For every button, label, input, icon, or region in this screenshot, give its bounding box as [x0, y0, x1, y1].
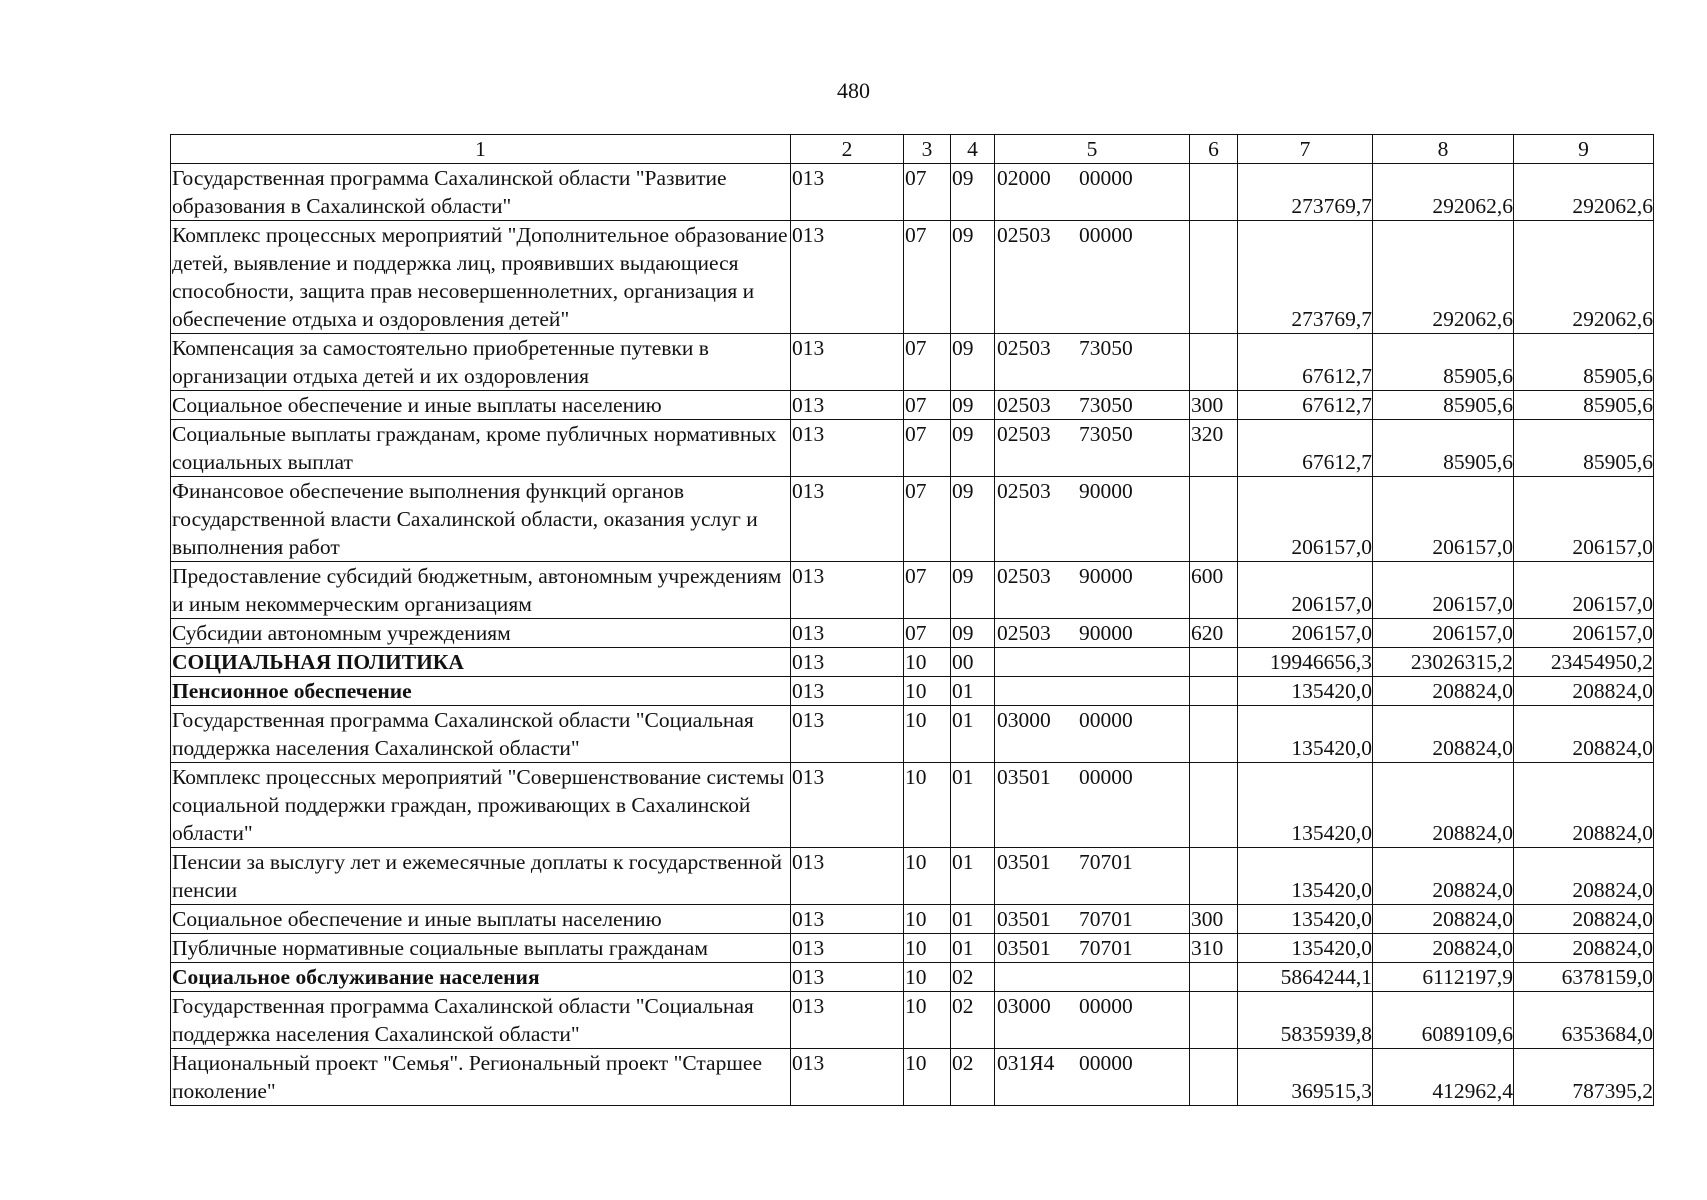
row-target-article: [995, 648, 1190, 677]
row-amount-col8: 85905,6: [1373, 334, 1514, 391]
row-subsection: 01: [951, 677, 995, 706]
row-target-article: [995, 334, 1190, 391]
row-amount-col9: 208824,0: [1514, 706, 1654, 763]
row-target-direction: 70701: [1079, 936, 1133, 960]
row-expense-type: [1190, 648, 1238, 677]
row-target-program: 02503: [997, 223, 1051, 247]
row-section: 10: [904, 1049, 951, 1106]
row-section: 10: [904, 848, 951, 905]
table-row: [171, 334, 1654, 391]
row-subsection: 01: [951, 848, 995, 905]
row-amount-col8: 292062,6: [1373, 164, 1514, 221]
row-name: Социальное обслуживание населения: [171, 963, 791, 992]
row-amount-col9: 23454950,2: [1514, 648, 1654, 677]
table-row: [171, 763, 1654, 848]
row-expense-type: [1190, 1049, 1238, 1106]
row-target-article: [995, 992, 1190, 1049]
header-cell-9: 9: [1514, 135, 1654, 164]
row-expense-type: [1190, 763, 1238, 848]
row-target-program: 03501: [997, 936, 1051, 960]
row-name: Предоставление субсидий бюджетным, автономным учреждениям и иным некоммерческим организациям: [171, 562, 791, 619]
row-target-direction: 00000: [1079, 1051, 1133, 1075]
row-expense-type: 300: [1190, 905, 1238, 934]
row-target-article: [995, 562, 1190, 619]
row-subsection: 09: [951, 164, 995, 221]
row-expense-type: [1190, 334, 1238, 391]
budget-table: [170, 134, 1654, 1106]
header-cell-4: 4: [951, 135, 995, 164]
row-admin-code: 013: [791, 1049, 904, 1106]
row-target-program: 02503: [997, 336, 1051, 360]
row-name: Комплекс процессных мероприятий "Дополнительное образование детей, выявление и поддержка лиц, проявивших выдающиеся способности, защита прав несовершеннолетних, организация и обеспечение отдыха и оздоровления детей": [171, 221, 791, 334]
row-name: Пенсионное обеспечение: [171, 677, 791, 706]
header-cell-8: 8: [1373, 135, 1514, 164]
row-amount-col7: 369515,3: [1238, 1049, 1373, 1106]
row-target-article: [995, 905, 1190, 934]
row-subsection: 02: [951, 1049, 995, 1106]
row-amount-col7: 67612,7: [1238, 391, 1373, 420]
row-admin-code: 013: [791, 619, 904, 648]
row-expense-type: [1190, 963, 1238, 992]
row-target-article: [995, 963, 1190, 992]
row-amount-col7: 19946656,3: [1238, 648, 1373, 677]
row-expense-type: 600: [1190, 562, 1238, 619]
row-subsection: 00: [951, 648, 995, 677]
row-section: 07: [904, 562, 951, 619]
header-cell-6: 6: [1190, 135, 1238, 164]
row-target-direction: 00000: [1079, 994, 1133, 1018]
row-target-article: [995, 848, 1190, 905]
row-amount-col9: 85905,6: [1514, 420, 1654, 477]
row-subsection: 01: [951, 905, 995, 934]
row-amount-col9: 208824,0: [1514, 905, 1654, 934]
header-cell-7: 7: [1238, 135, 1373, 164]
row-amount-col9: 206157,0: [1514, 477, 1654, 562]
row-admin-code: 013: [791, 963, 904, 992]
page-number: 480: [837, 78, 870, 103]
row-admin-code: 013: [791, 391, 904, 420]
row-section: 07: [904, 221, 951, 334]
row-section: 07: [904, 619, 951, 648]
row-admin-code: 013: [791, 848, 904, 905]
row-section: 10: [904, 963, 951, 992]
row-admin-code: 013: [791, 221, 904, 334]
row-expense-type: [1190, 477, 1238, 562]
row-target-direction: 70701: [1079, 850, 1133, 874]
row-section: 10: [904, 677, 951, 706]
row-amount-col8: 6112197,9: [1373, 963, 1514, 992]
row-subsection: 09: [951, 619, 995, 648]
row-amount-col8: 208824,0: [1373, 763, 1514, 848]
row-admin-code: 013: [791, 164, 904, 221]
row-name: Пенсии за выслугу лет и ежемесячные доплаты к государственной пенсии: [171, 848, 791, 905]
row-target-program: 02503: [997, 564, 1051, 588]
row-amount-col8: 85905,6: [1373, 391, 1514, 420]
row-target-program: 02503: [997, 393, 1051, 417]
header-cell-2: 2: [791, 135, 904, 164]
row-amount-col7: 135420,0: [1238, 905, 1373, 934]
table-row: [171, 619, 1654, 648]
row-expense-type: [1190, 706, 1238, 763]
row-amount-col7: 206157,0: [1238, 562, 1373, 619]
row-subsection: 02: [951, 963, 995, 992]
row-admin-code: 013: [791, 905, 904, 934]
row-amount-col8: 206157,0: [1373, 562, 1514, 619]
row-amount-col7: 67612,7: [1238, 420, 1373, 477]
row-amount-col7: 135420,0: [1238, 934, 1373, 963]
row-amount-col7: 273769,7: [1238, 164, 1373, 221]
row-name: Компенсация за самостоятельно приобретенные путевки в организации отдыха детей и их оздоровления: [171, 334, 791, 391]
row-admin-code: 013: [791, 334, 904, 391]
table-row: [171, 221, 1654, 334]
row-amount-col9: 208824,0: [1514, 848, 1654, 905]
row-admin-code: 013: [791, 934, 904, 963]
row-target-article: [995, 391, 1190, 420]
row-subsection: 09: [951, 334, 995, 391]
row-amount-col7: 273769,7: [1238, 221, 1373, 334]
row-target-direction: 00000: [1079, 166, 1133, 190]
row-amount-col8: 23026315,2: [1373, 648, 1514, 677]
row-target-article: [995, 934, 1190, 963]
row-target-program: 02503: [997, 479, 1051, 503]
row-amount-col8: 6089109,6: [1373, 992, 1514, 1049]
row-expense-type: [1190, 848, 1238, 905]
row-admin-code: 013: [791, 562, 904, 619]
row-target-article: [995, 1049, 1190, 1106]
row-section: 07: [904, 391, 951, 420]
row-amount-col8: 208824,0: [1373, 934, 1514, 963]
row-section: 10: [904, 706, 951, 763]
row-target-direction: 00000: [1079, 223, 1133, 247]
table-row: [171, 706, 1654, 763]
row-expense-type: [1190, 992, 1238, 1049]
row-amount-col7: 135420,0: [1238, 677, 1373, 706]
row-target-article: [995, 706, 1190, 763]
row-target-program: 03501: [997, 765, 1051, 789]
row-amount-col9: 6353684,0: [1514, 992, 1654, 1049]
row-amount-col7: 67612,7: [1238, 334, 1373, 391]
table-row: [171, 992, 1654, 1049]
row-target-article: [995, 420, 1190, 477]
row-section: 10: [904, 905, 951, 934]
header-cell-1: 1: [171, 135, 791, 164]
row-amount-col7: 135420,0: [1238, 763, 1373, 848]
row-expense-type: [1190, 221, 1238, 334]
row-amount-col9: 85905,6: [1514, 334, 1654, 391]
row-name: Социальное обеспечение и иные выплаты населению: [171, 391, 791, 420]
row-amount-col9: 208824,0: [1514, 934, 1654, 963]
row-section: 07: [904, 334, 951, 391]
row-amount-col8: 208824,0: [1373, 905, 1514, 934]
row-name: Комплекс процессных мероприятий "Совершенствование системы социальной поддержки граждан, проживающих в Сахалинской области": [171, 763, 791, 848]
row-target-direction: 73050: [1079, 393, 1133, 417]
row-admin-code: 013: [791, 420, 904, 477]
row-target-article: [995, 221, 1190, 334]
row-target-program: 03501: [997, 907, 1051, 931]
header-cell-5: 5: [995, 135, 1190, 164]
row-amount-col7: 135420,0: [1238, 706, 1373, 763]
row-admin-code: 013: [791, 648, 904, 677]
row-amount-col7: 206157,0: [1238, 619, 1373, 648]
row-section: 10: [904, 992, 951, 1049]
row-subsection: 01: [951, 934, 995, 963]
row-name: Государственная программа Сахалинской области "Социальная поддержка населения Сахалинской области": [171, 706, 791, 763]
table-body: [171, 135, 1654, 1106]
row-amount-col9: 292062,6: [1514, 164, 1654, 221]
table-row: [171, 420, 1654, 477]
row-amount-col9: 208824,0: [1514, 677, 1654, 706]
row-subsection: 01: [951, 763, 995, 848]
row-expense-type: [1190, 677, 1238, 706]
row-subsection: 09: [951, 477, 995, 562]
row-amount-col8: 208824,0: [1373, 706, 1514, 763]
row-amount-col8: 206157,0: [1373, 619, 1514, 648]
row-section: 07: [904, 420, 951, 477]
row-amount-col9: 208824,0: [1514, 763, 1654, 848]
header-cell-3: 3: [904, 135, 951, 164]
table-row: [171, 963, 1654, 992]
row-amount-col8: 412962,4: [1373, 1049, 1514, 1106]
row-name: Государственная программа Сахалинской области "Социальная поддержка населения Сахалинской области": [171, 992, 791, 1049]
row-amount-col7: 206157,0: [1238, 477, 1373, 562]
row-target-article: [995, 619, 1190, 648]
row-target-program: 02000: [997, 166, 1051, 190]
row-expense-type: 300: [1190, 391, 1238, 420]
row-section: 07: [904, 164, 951, 221]
table-row: [171, 934, 1654, 963]
row-admin-code: 013: [791, 992, 904, 1049]
row-target-article: [995, 763, 1190, 848]
row-subsection: 09: [951, 391, 995, 420]
row-subsection: 09: [951, 420, 995, 477]
row-target-program: 03000: [997, 708, 1051, 732]
row-name: Социальные выплаты гражданам, кроме публичных нормативных социальных выплат: [171, 420, 791, 477]
row-target-program: 03501: [997, 850, 1051, 874]
row-section: 10: [904, 934, 951, 963]
row-name: Публичные нормативные социальные выплаты гражданам: [171, 934, 791, 963]
row-amount-col9: 787395,2: [1514, 1049, 1654, 1106]
header-row: [171, 135, 1654, 164]
table-row: [171, 477, 1654, 562]
row-target-article: [995, 477, 1190, 562]
row-target-direction: 73050: [1079, 422, 1133, 446]
row-name: Национальный проект "Семья". Региональный проект "Старшее поколение": [171, 1049, 791, 1106]
row-name: Субсидии автономным учреждениям: [171, 619, 791, 648]
row-amount-col9: 85905,6: [1514, 391, 1654, 420]
row-amount-col9: 6378159,0: [1514, 963, 1654, 992]
row-expense-type: 310: [1190, 934, 1238, 963]
table-row: [171, 391, 1654, 420]
row-admin-code: 013: [791, 677, 904, 706]
row-amount-col7: 135420,0: [1238, 848, 1373, 905]
row-amount-col8: 206157,0: [1373, 477, 1514, 562]
row-target-direction: 90000: [1079, 564, 1133, 588]
table-row: [171, 648, 1654, 677]
row-subsection: 02: [951, 992, 995, 1049]
row-target-direction: 70701: [1079, 907, 1133, 931]
row-expense-type: 620: [1190, 619, 1238, 648]
row-name: СОЦИАЛЬНАЯ ПОЛИТИКА: [171, 648, 791, 677]
row-subsection: 09: [951, 562, 995, 619]
row-target-program: 02503: [997, 621, 1051, 645]
row-expense-type: 320: [1190, 420, 1238, 477]
row-amount-col7: 5835939,8: [1238, 992, 1373, 1049]
row-target-article: [995, 164, 1190, 221]
row-section: 10: [904, 648, 951, 677]
row-amount-col7: 5864244,1: [1238, 963, 1373, 992]
row-amount-col8: 208824,0: [1373, 677, 1514, 706]
row-target-direction: 00000: [1079, 708, 1133, 732]
row-admin-code: 013: [791, 706, 904, 763]
row-subsection: 01: [951, 706, 995, 763]
row-section: 10: [904, 763, 951, 848]
row-amount-col9: 292062,6: [1514, 221, 1654, 334]
row-target-direction: 00000: [1079, 765, 1133, 789]
row-admin-code: 013: [791, 763, 904, 848]
row-target-article: [995, 677, 1190, 706]
row-section: 07: [904, 477, 951, 562]
row-target-direction: 90000: [1079, 479, 1133, 503]
row-admin-code: 013: [791, 477, 904, 562]
row-amount-col9: 206157,0: [1514, 619, 1654, 648]
table-row: [171, 1049, 1654, 1106]
table-row: [171, 677, 1654, 706]
row-expense-type: [1190, 164, 1238, 221]
row-amount-col8: 85905,6: [1373, 420, 1514, 477]
row-target-direction: 73050: [1079, 336, 1133, 360]
row-target-program: 03000: [997, 994, 1051, 1018]
row-subsection: 09: [951, 221, 995, 334]
row-amount-col8: 208824,0: [1373, 848, 1514, 905]
row-target-program: 031Я4: [997, 1051, 1055, 1075]
row-target-direction: 90000: [1079, 621, 1133, 645]
table-row: [171, 164, 1654, 221]
row-name: Социальное обеспечение и иные выплаты населению: [171, 905, 791, 934]
table-row: [171, 562, 1654, 619]
table-row: [171, 905, 1654, 934]
table-row: [171, 848, 1654, 905]
row-amount-col9: 206157,0: [1514, 562, 1654, 619]
row-target-program: 02503: [997, 422, 1051, 446]
row-name: Финансовое обеспечение выполнения функций органов государственной власти Сахалинской области, оказания услуг и выполнения работ: [171, 477, 791, 562]
row-amount-col8: 292062,6: [1373, 221, 1514, 334]
row-name: Государственная программа Сахалинской области "Развитие образования в Сахалинской области": [171, 164, 791, 221]
